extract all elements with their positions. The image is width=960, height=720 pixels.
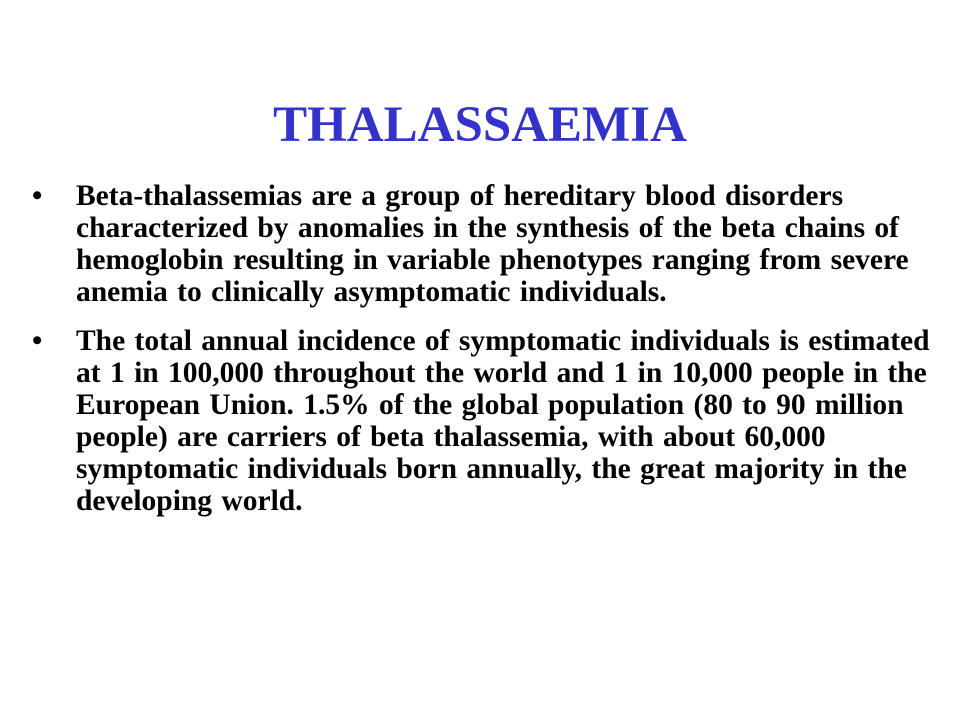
- bullet-icon: •: [32, 180, 43, 212]
- bullet-item-definition: [30, 180, 945, 308]
- bullet-text-definition: Beta-thalassemias are a group of hereditary blood disorders characterized by anomalies in the synthesis of the beta chains of hemoglobin resulting in variable phenotypes ranging from severe anemia to clinically asymptomatic individuals.: [76, 180, 909, 308]
- bullet-icon: •: [32, 325, 43, 357]
- bullet-list: [30, 180, 945, 534]
- slide-title: THALASSAEMIA: [273, 97, 687, 153]
- bullet-text-incidence: The total annual incidence of symptomatic individuals is estimated at 1 in 100,000 throughout the world and 1 in 10,000 people in the European Union. 1.5% of the global population (80 to 90 million people) are carriers of beta thalassemia, with about 60,000 symptomatic individuals born annually, the great majority in the developing world.: [76, 325, 930, 517]
- bullet-item-incidence: [30, 325, 945, 517]
